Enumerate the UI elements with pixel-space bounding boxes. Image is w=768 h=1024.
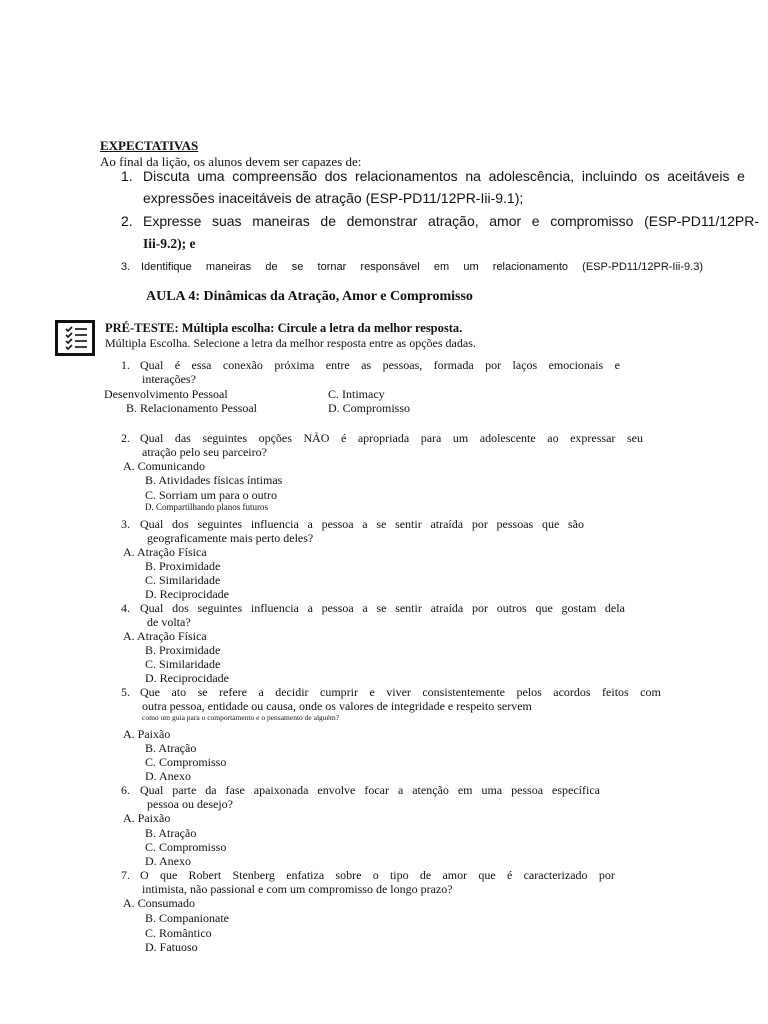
objective-line: Discuta uma compreensão dos relacionamentos na adolescência, incluindo os aceitáveis e	[143, 168, 745, 184]
answer-option[interactable]: A. Atração Física	[123, 545, 207, 559]
question-text: Qual dos seguintes influencia a pessoa a se sentir atraída por pessoas que são	[140, 517, 584, 531]
question-text: geograficamente mais perto deles?	[147, 531, 314, 545]
question-text: como um guia para o comportamento e o pensamento de alguém?	[142, 713, 340, 722]
answer-option[interactable]: B. Atração	[145, 826, 197, 840]
answer-option[interactable]: Desenvolvimento Pessoal	[104, 387, 228, 401]
question-number: 7.	[121, 868, 130, 882]
question-text: Que ato se refere a decidir cumprir e viver consistentemente pelos acordos feitos com	[140, 685, 661, 699]
answer-option[interactable]: D. Anexo	[145, 769, 191, 783]
question-number: 5.	[121, 685, 130, 699]
question-text: interações?	[142, 372, 196, 386]
answer-option[interactable]: A. Paixão	[123, 727, 171, 741]
question-text: Qual parte da fase apaixonada envolve focar a atenção em uma pessoa específica	[140, 783, 600, 797]
objective-line: Iii-9.2); e	[143, 236, 196, 251]
question-number: 2.	[121, 431, 130, 445]
pretest-instructions: Múltipla Escolha. Selecione a letra da melhor resposta entre as opções dadas.	[105, 336, 476, 350]
answer-option[interactable]: A. Atração Física	[123, 629, 207, 643]
question-number: 6.	[121, 783, 130, 797]
question-number: 3.	[121, 517, 130, 531]
objective-number: 3.	[121, 261, 131, 273]
answer-option[interactable]: A. Comunicando	[123, 459, 205, 473]
answer-option[interactable]: D. Reciprocidade	[145, 587, 229, 601]
answer-option[interactable]: B. Proximidade	[145, 559, 221, 573]
answer-option[interactable]: D. Anexo	[145, 854, 191, 868]
pretest-title: PRÉ-TESTE: Múltipla escolha: Circule a letra da melhor resposta.	[105, 321, 463, 335]
answer-option[interactable]: C. Sorriam um para o outro	[145, 488, 277, 502]
question-text: de volta?	[147, 615, 191, 629]
checklist-icon	[55, 320, 95, 356]
answer-option[interactable]: C. Romântico	[145, 926, 212, 940]
expectativas-intro: Ao final da lição, os alunos devem ser capazes de:	[100, 154, 362, 169]
answer-option[interactable]: A. Consumado	[123, 896, 195, 910]
question-number: 4.	[121, 601, 130, 615]
objective-line: Expresse suas maneiras de demonstrar atração, amor e compromisso (ESP-PD11/12PR-	[143, 213, 759, 229]
answer-option[interactable]: B. Companionate	[145, 911, 229, 925]
question-text: Qual dos seguintes influencia a pessoa a se sentir atraída por outros que gostam dela	[140, 601, 625, 615]
answer-option[interactable]: D. Fatuoso	[145, 940, 198, 954]
objective-number: 2.	[121, 213, 133, 229]
answer-option[interactable]: B. Atividades físicas íntimas	[145, 473, 283, 487]
question-text: O que Robert Stenberg enfatiza sobre o tipo de amor que é caracterizado por	[140, 868, 615, 882]
answer-option[interactable]: B. Relacionamento Pessoal	[126, 401, 257, 415]
question-text: pessoa ou desejo?	[147, 797, 233, 811]
question-number: 1.	[121, 358, 130, 372]
answer-option[interactable]: A. Paixão	[123, 811, 171, 825]
answer-option[interactable]: C. Intimacy	[328, 387, 385, 401]
objective-line: expressões inaceitáveis de atração (ESP-PD11/12PR-Iii-9.1);	[143, 190, 524, 206]
question-text: intimista, não passional e com um compromisso de longo prazo?	[142, 882, 453, 896]
answer-option[interactable]: C. Similaridade	[145, 573, 221, 587]
answer-option[interactable]: D. Reciprocidade	[145, 671, 229, 685]
answer-option[interactable]: D. Compromisso	[328, 401, 411, 415]
expectativas-heading: EXPECTATIVAS	[100, 138, 199, 153]
question-text: Qual das seguintes opções NÃO é apropriada para um adolescente ao expressar seu	[140, 431, 643, 445]
answer-option[interactable]: D. Compartilhando planos futuros	[145, 502, 268, 512]
question-text: atração pelo seu parceiro?	[142, 445, 267, 459]
objective-number: 1.	[121, 168, 133, 184]
answer-option[interactable]: C. Compromisso	[145, 840, 227, 854]
answer-option[interactable]: C. Compromisso	[145, 755, 227, 769]
answer-option[interactable]: B. Proximidade	[145, 643, 221, 657]
lesson-title: AULA 4: Dinâmicas da Atração, Amor e Compromisso	[146, 289, 473, 304]
answer-option[interactable]: C. Similaridade	[145, 657, 221, 671]
question-text: outra pessoa, entidade ou causa, onde os valores de integridade e respeito servem	[142, 699, 532, 713]
answer-option[interactable]: B. Atração	[145, 741, 197, 755]
objective-line: Identifique maneiras de se tornar responsável em um relacionamento (ESP-PD11/12PR-Iii-9.3)	[141, 261, 703, 273]
question-text: Qual é essa conexão próxima entre as pessoas, formada por laços emocionais e	[140, 358, 620, 372]
